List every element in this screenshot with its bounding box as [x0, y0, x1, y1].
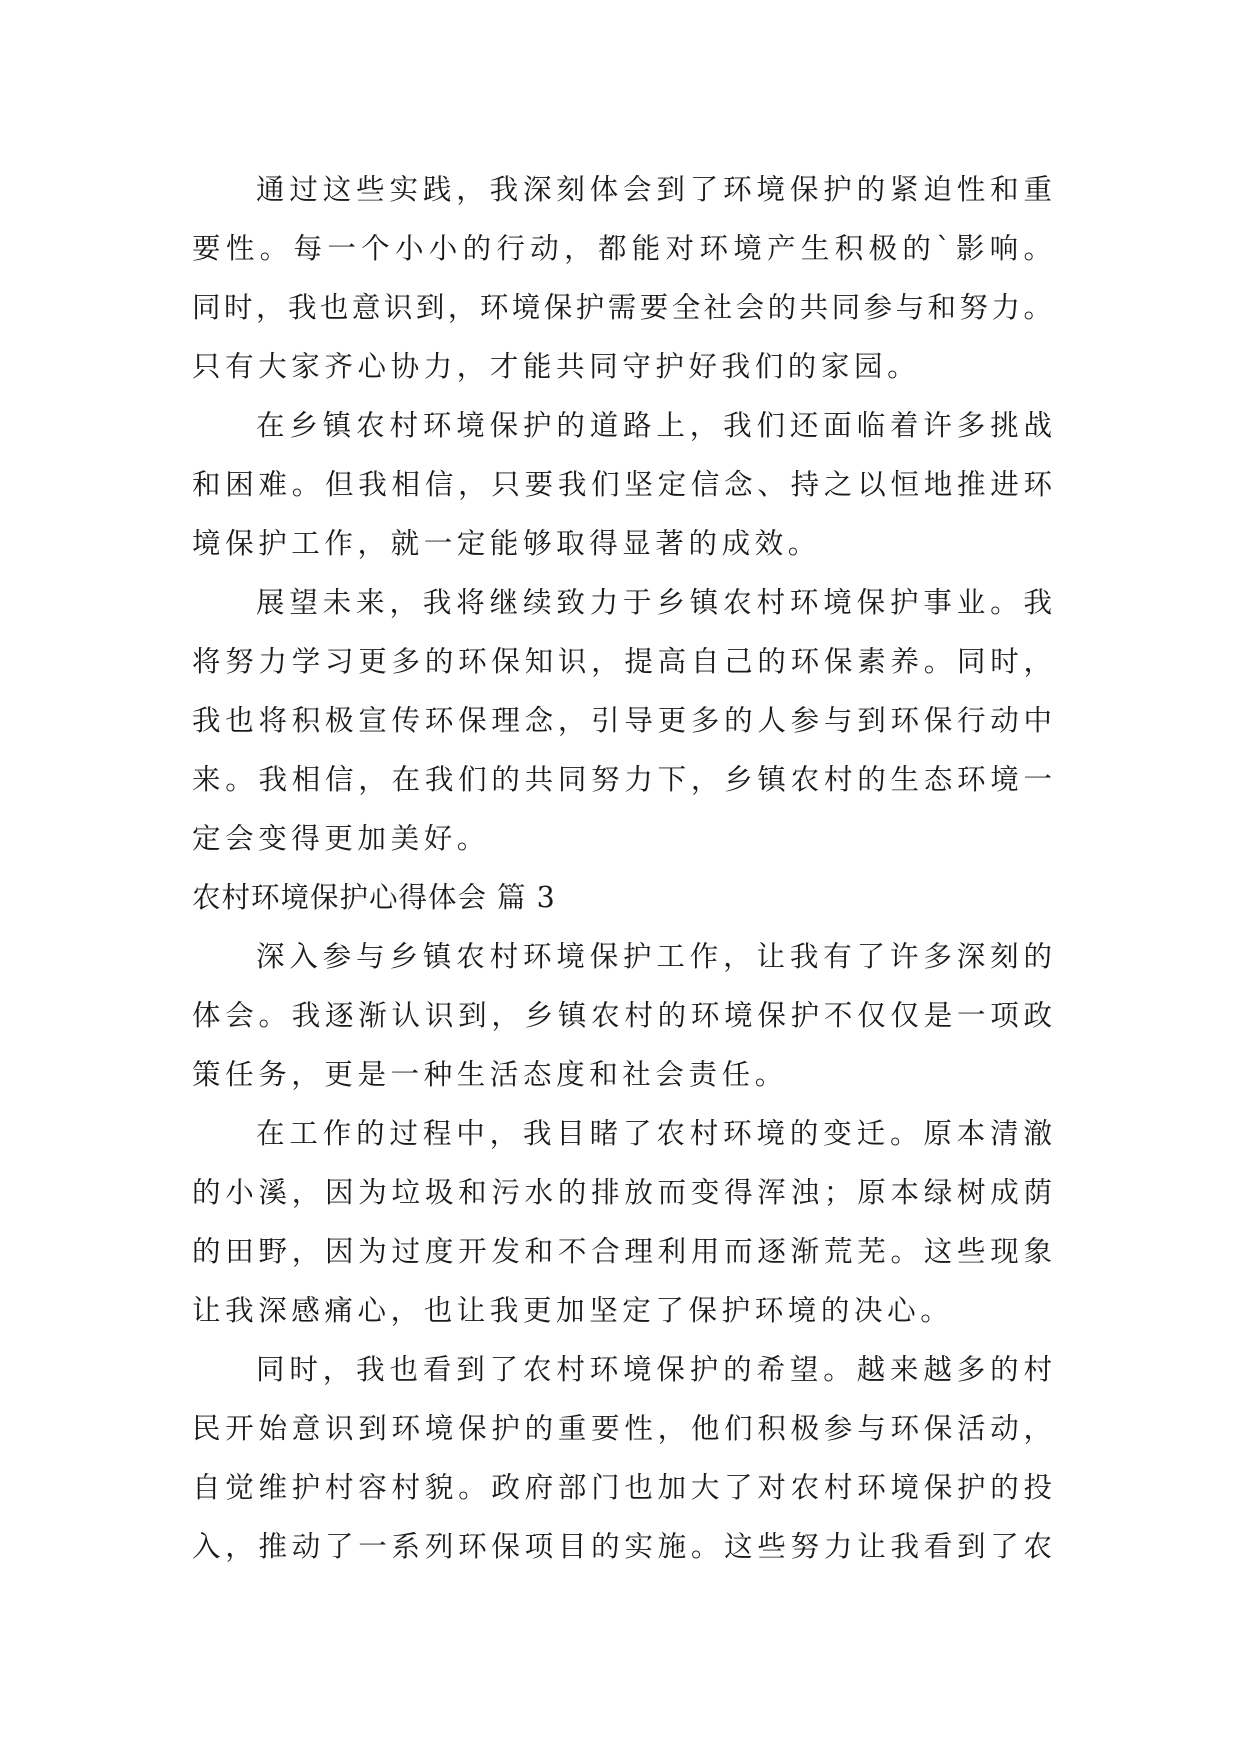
text-line: 境保护工作，就一定能够取得显著的成效。 — [192, 527, 821, 560]
text-line: 我也将积极宣传环保理念，引导更多的人参与到环保行动中 — [192, 704, 1052, 737]
text-line: 通过这些实践，我深刻体会到了环境保护的紧迫性和重 — [256, 173, 1052, 206]
text-line: 入，推动了一系列环保项目的实施。这些努力让我看到了农 — [192, 1530, 1052, 1563]
text-line: 在乡镇农村环境保护的道路上，我们还面临着许多挑战 — [256, 409, 1052, 442]
text-line: 来。我相信，在我们的共同努力下，乡镇农村的生态环境一 — [192, 763, 1052, 796]
text-line: 体会。我逐渐认识到，乡镇农村的环境保护不仅仅是一项政 — [192, 999, 1052, 1032]
text-line: 在工作的过程中，我目睹了农村环境的变迁。原本清澈 — [256, 1117, 1052, 1150]
paragraph — [192, 1104, 1052, 1340]
section-heading: 农村环境保护心得体会 篇 3 — [192, 881, 556, 914]
text-line: 策任务，更是一种生活态度和社会责任。 — [192, 1058, 788, 1091]
text-line: 深入参与乡镇农村环境保护工作，让我有了许多深刻的 — [256, 940, 1052, 973]
text-line: 和困难。但我相信，只要我们坚定信念、持之以恒地推进环 — [192, 468, 1052, 501]
text-line: 的小溪，因为垃圾和污水的排放而变得浑浊；原本绿树成荫 — [192, 1176, 1052, 1209]
text-line: 定会变得更加美好。 — [192, 822, 490, 855]
text-line: 要性。每一个小小的行动，都能对环境产生积极的`影响。 — [192, 232, 1052, 265]
document-page — [192, 160, 1052, 1576]
paragraph — [192, 160, 1052, 396]
text-line: 让我深感痛心，也让我更加坚定了保护环境的决心。 — [192, 1294, 954, 1327]
text-line: 民开始意识到环境保护的重要性，他们积极参与环保活动， — [192, 1412, 1052, 1445]
paragraph — [192, 396, 1052, 573]
text-line: 展望未来，我将继续致力于乡镇农村环境保护事业。我 — [256, 586, 1052, 619]
text-line: 自觉维护村容村貌。政府部门也加大了对农村环境保护的投 — [192, 1471, 1052, 1504]
text-line: 的田野，因为过度开发和不合理利用而逐渐荒芜。这些现象 — [192, 1235, 1052, 1268]
text-line: 将努力学习更多的环保知识，提高自己的环保素养。同时， — [192, 645, 1052, 678]
paragraph — [192, 573, 1052, 868]
paragraph — [192, 1340, 1052, 1576]
text-line: 同时，我也意识到，环境保护需要全社会的共同参与和努力。 — [192, 291, 1052, 324]
text-line: 只有大家齐心协力，才能共同守护好我们的家园。 — [192, 350, 921, 383]
paragraph — [192, 927, 1052, 1104]
text-line: 同时，我也看到了农村环境保护的希望。越来越多的村 — [256, 1353, 1052, 1386]
